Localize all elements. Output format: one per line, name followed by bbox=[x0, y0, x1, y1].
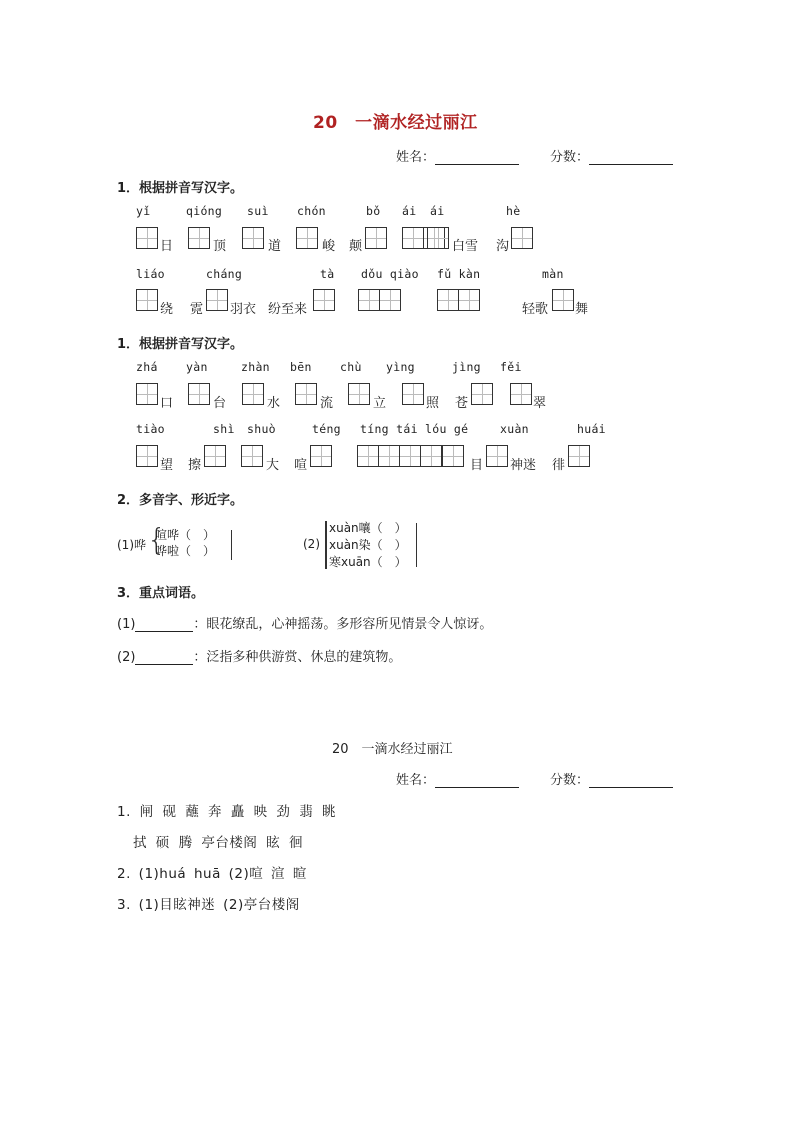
char-text: 擦 bbox=[188, 458, 202, 473]
pinyin-row-4 bbox=[0, 422, 794, 438]
char-box-group[interactable] bbox=[295, 383, 317, 405]
pinyin: yǐ bbox=[136, 204, 151, 218]
char-box-group[interactable] bbox=[510, 383, 532, 405]
char-text: 口 bbox=[160, 396, 174, 411]
char-row-1 bbox=[0, 227, 794, 253]
char-box[interactable] bbox=[437, 289, 459, 311]
name-label: 姓名： bbox=[396, 150, 436, 165]
char-box-group[interactable] bbox=[206, 289, 228, 311]
char-box[interactable] bbox=[295, 383, 317, 405]
pinyin: fěi bbox=[500, 360, 522, 374]
q-prefix: (1) bbox=[117, 617, 136, 632]
pinyin: ái bbox=[402, 204, 417, 218]
pinyin: fǔ kàn bbox=[437, 267, 481, 281]
name-field[interactable] bbox=[396, 146, 519, 165]
char-text: 望 bbox=[160, 458, 174, 473]
score-blank[interactable] bbox=[589, 773, 673, 788]
char-box[interactable] bbox=[358, 289, 380, 311]
char-box-group[interactable] bbox=[136, 445, 158, 467]
char-text: 徘 bbox=[552, 458, 566, 473]
char-text: 目 bbox=[470, 458, 484, 473]
char-text: 水 bbox=[267, 396, 281, 411]
pinyin: zhá bbox=[136, 360, 158, 374]
char-text: 立 bbox=[373, 396, 387, 411]
char-box[interactable] bbox=[296, 227, 318, 249]
char-text: 纷至来 bbox=[268, 302, 308, 317]
polyphone-q2 bbox=[303, 515, 433, 571]
pinyin: yàn bbox=[186, 360, 208, 374]
section-3-heading: 3．重点词语。 bbox=[117, 586, 205, 601]
q1-line[interactable]: 哗啦（ ） bbox=[155, 544, 216, 558]
char-box[interactable] bbox=[510, 383, 532, 405]
q-prefix: (2) bbox=[117, 650, 136, 665]
char-box-group[interactable] bbox=[241, 445, 263, 467]
score-label: 分数： bbox=[550, 773, 590, 788]
q2-line[interactable]: xuàn嚷（ ） bbox=[329, 521, 407, 535]
name-blank[interactable] bbox=[435, 773, 519, 788]
pinyin: bēn bbox=[290, 360, 312, 374]
pinyin: chón bbox=[297, 204, 326, 218]
char-row-3 bbox=[0, 383, 794, 409]
char-text: 翠 bbox=[533, 396, 547, 411]
left-brace-icon bbox=[325, 521, 327, 569]
char-text: 峻 bbox=[322, 239, 336, 254]
q2-line[interactable]: 寒xuān（ ） bbox=[329, 555, 407, 569]
char-box-group[interactable] bbox=[358, 289, 401, 311]
pinyin: bǒ bbox=[366, 204, 381, 218]
char-box-group[interactable] bbox=[348, 383, 370, 405]
q2-line[interactable]: xuàn染（ ） bbox=[329, 538, 407, 552]
pinyin: ái bbox=[430, 204, 445, 218]
char-box-group[interactable] bbox=[471, 383, 493, 405]
pinyin: tà bbox=[320, 267, 335, 281]
answer-line-2: 2. (1)huá huā (2)喧 渲 暄 bbox=[117, 866, 307, 882]
answer-line-3: 3. (1)目眩神迷 (2)亭台楼阁 bbox=[117, 897, 300, 913]
char-box-group[interactable] bbox=[437, 289, 480, 311]
char-box[interactable] bbox=[206, 289, 228, 311]
pinyin-row-1 bbox=[0, 204, 794, 220]
char-text: 流 bbox=[320, 396, 334, 411]
char-box[interactable] bbox=[442, 445, 464, 467]
char-box[interactable] bbox=[552, 289, 574, 311]
score-field[interactable] bbox=[550, 146, 673, 165]
char-box[interactable] bbox=[188, 383, 210, 405]
pinyin: hè bbox=[506, 204, 521, 218]
pinyin: màn bbox=[542, 267, 564, 281]
pinyin: jìng bbox=[452, 360, 481, 374]
page-title: 20 一滴水经过丽江 bbox=[313, 113, 478, 133]
char-box[interactable] bbox=[459, 289, 480, 311]
char-box[interactable] bbox=[348, 383, 370, 405]
char-box[interactable] bbox=[402, 383, 424, 405]
q1-line[interactable]: 喧哗（ ） bbox=[155, 528, 216, 542]
char-box-group[interactable] bbox=[188, 383, 210, 405]
char-box[interactable] bbox=[421, 445, 442, 467]
char-box-group[interactable] bbox=[242, 227, 264, 249]
section-1-heading: 1．根据拼音写汉字。 bbox=[117, 181, 244, 196]
pinyin: dǒu qiào bbox=[361, 267, 419, 281]
char-box[interactable] bbox=[511, 227, 533, 249]
pinyin-row-3 bbox=[0, 360, 794, 376]
pinyin: téng bbox=[312, 422, 341, 436]
char-box[interactable] bbox=[471, 383, 493, 405]
score-label: 分数： bbox=[550, 150, 590, 165]
char-text: 羽衣 bbox=[230, 302, 257, 317]
char-box[interactable] bbox=[568, 445, 590, 467]
char-row-2 bbox=[0, 289, 794, 315]
char-text: 日 bbox=[160, 239, 174, 254]
vocab-blank[interactable] bbox=[135, 652, 193, 665]
char-box-group[interactable] bbox=[568, 445, 590, 467]
char-text: 神迷 bbox=[510, 458, 537, 473]
pinyin: shuò bbox=[247, 422, 276, 436]
right-bracket-icon bbox=[231, 530, 232, 560]
char-box[interactable] bbox=[379, 445, 400, 467]
section-1b-heading: 1．根据拼音写汉字。 bbox=[117, 337, 244, 352]
char-box-group[interactable] bbox=[442, 445, 464, 467]
pinyin-row-2 bbox=[0, 267, 794, 283]
char-box-group[interactable] bbox=[136, 289, 158, 311]
answer-line-1b: 拭 硕 腾 亭台楼阁 眩 徊 bbox=[133, 835, 303, 851]
char-box-group[interactable] bbox=[313, 289, 335, 311]
char-box[interactable] bbox=[136, 383, 158, 405]
char-box-group[interactable] bbox=[365, 227, 387, 249]
char-box-group[interactable] bbox=[486, 445, 508, 467]
char-box[interactable] bbox=[188, 227, 210, 249]
char-box[interactable] bbox=[241, 445, 263, 467]
char-box[interactable] bbox=[310, 445, 332, 467]
char-row-4 bbox=[0, 445, 794, 471]
polyphone-q1 bbox=[117, 520, 247, 566]
char-box-group[interactable] bbox=[552, 289, 574, 311]
char-text: 大 bbox=[266, 458, 280, 473]
char-text: 轻歌 bbox=[522, 302, 549, 317]
vocab-q1 bbox=[117, 613, 492, 632]
score-blank[interactable] bbox=[589, 150, 673, 165]
answer-score-field[interactable] bbox=[550, 769, 673, 788]
pinyin: chù bbox=[340, 360, 362, 374]
char-box[interactable] bbox=[242, 227, 264, 249]
q1-prefix: (1)哗 bbox=[117, 538, 146, 552]
char-text: 道 bbox=[268, 239, 282, 254]
char-box-group[interactable] bbox=[188, 227, 210, 249]
char-box[interactable] bbox=[242, 383, 264, 405]
name-blank[interactable] bbox=[435, 150, 519, 165]
vocab-definition: ：眼花缭乱，心神摇荡。多形容所见情景令人惊讶。 bbox=[193, 617, 493, 632]
pinyin: zhàn bbox=[241, 360, 270, 374]
char-text: 喧 bbox=[294, 458, 308, 473]
char-box[interactable] bbox=[402, 227, 424, 249]
char-box[interactable] bbox=[136, 445, 158, 467]
pinyin: shì bbox=[213, 422, 235, 436]
pinyin: qióng bbox=[186, 204, 223, 218]
left-brace-icon: { bbox=[147, 523, 167, 558]
char-box[interactable] bbox=[313, 289, 335, 311]
pinyin: tíng tái lóu gé bbox=[360, 422, 469, 436]
q2-prefix: (2) bbox=[303, 537, 320, 551]
char-text: 霓 bbox=[190, 302, 204, 317]
vocab-definition: ：泛指多种供游赏、休息的建筑物。 bbox=[193, 650, 402, 665]
char-text: 白雪 bbox=[452, 239, 479, 254]
answer-line-1: 1. 闸 砚 蘸 奔 矗 映 劲 翡 眺 bbox=[117, 804, 337, 820]
char-text: 绕 bbox=[160, 302, 174, 317]
char-box-group[interactable] bbox=[242, 383, 264, 405]
char-box[interactable] bbox=[357, 445, 379, 467]
vocab-q2 bbox=[117, 646, 401, 665]
pinyin: liáo bbox=[136, 267, 165, 281]
char-box-group[interactable] bbox=[310, 445, 332, 467]
char-text: 台 bbox=[213, 396, 227, 411]
char-box[interactable] bbox=[365, 227, 387, 249]
section-2-heading: 2．多音字、形近字。 bbox=[117, 493, 244, 508]
char-box[interactable] bbox=[204, 445, 226, 467]
char-box[interactable] bbox=[136, 227, 158, 249]
char-box-group[interactable] bbox=[136, 383, 158, 405]
answer-name-field[interactable] bbox=[396, 769, 519, 788]
char-box[interactable] bbox=[400, 445, 421, 467]
char-box-group[interactable] bbox=[511, 227, 533, 249]
char-box-group[interactable] bbox=[296, 227, 318, 249]
char-box-group[interactable] bbox=[427, 227, 449, 249]
char-text: 顶 bbox=[213, 239, 227, 254]
pinyin: xuàn bbox=[500, 422, 529, 436]
pinyin: cháng bbox=[206, 267, 243, 281]
char-box[interactable] bbox=[427, 227, 449, 249]
pinyin: tiào bbox=[136, 422, 165, 436]
char-box[interactable] bbox=[380, 289, 401, 311]
pinyin: yìng bbox=[386, 360, 415, 374]
char-box[interactable] bbox=[486, 445, 508, 467]
name-label: 姓名： bbox=[396, 773, 436, 788]
right-bracket-icon bbox=[416, 523, 417, 567]
char-text: 颠 bbox=[349, 239, 363, 254]
pinyin: huái bbox=[577, 422, 606, 436]
char-text: 舞 bbox=[575, 302, 589, 317]
pinyin: suì bbox=[247, 204, 269, 218]
char-box-group[interactable] bbox=[357, 445, 442, 467]
char-text: 苍 bbox=[455, 396, 469, 411]
char-text: 沟 bbox=[496, 239, 510, 254]
char-text: 照 bbox=[426, 396, 440, 411]
char-box-group[interactable] bbox=[136, 227, 158, 249]
char-box-group[interactable] bbox=[402, 383, 424, 405]
char-box[interactable] bbox=[136, 289, 158, 311]
char-box-group[interactable] bbox=[204, 445, 226, 467]
vocab-blank[interactable] bbox=[135, 619, 193, 632]
answer-title: 20 一滴水经过丽江 bbox=[332, 742, 453, 757]
